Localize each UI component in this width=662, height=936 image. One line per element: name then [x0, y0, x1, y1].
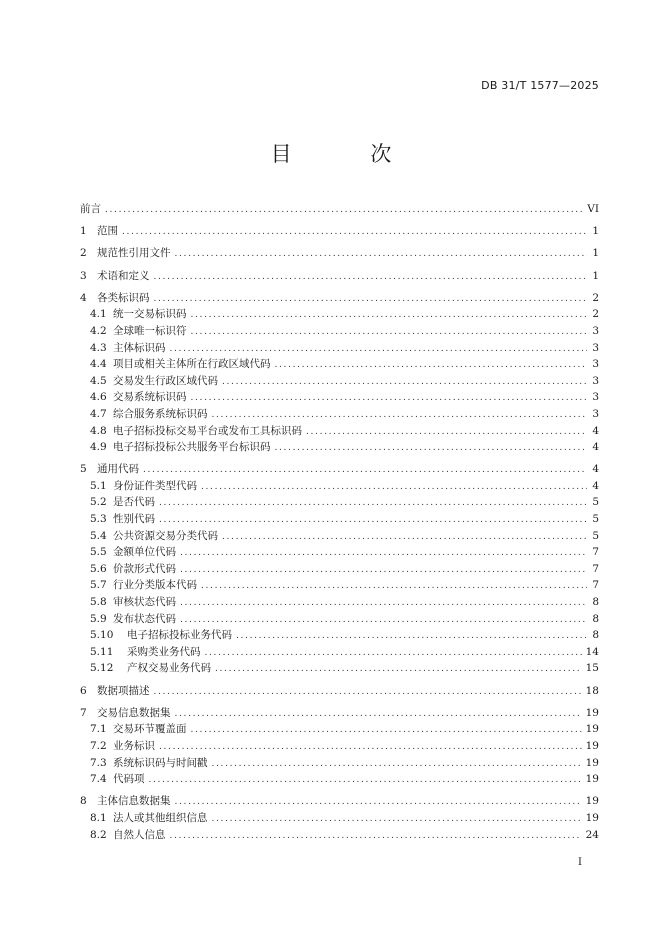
toc-entry-page: 2 — [592, 308, 599, 321]
toc-entry-page: 19 — [585, 756, 599, 769]
toc-entry-page: 5 — [592, 513, 599, 526]
toc-entry-number: 5.11 — [90, 645, 114, 658]
toc-entry-page: 24 — [585, 828, 599, 841]
toc-entry[interactable] — [80, 290, 599, 307]
toc-entry-page: 14 — [585, 645, 599, 658]
toc-entry-number: 4.2 — [90, 324, 107, 337]
toc-leader-dots — [180, 545, 587, 562]
toc-entry[interactable] — [80, 771, 599, 788]
toc-entry-label: 公共资源交易分类代码 — [113, 529, 218, 542]
toc-entry-page: 1 — [592, 247, 599, 260]
toc-entry-label: 交易信息数据集 — [97, 706, 171, 719]
toc-entry-label: 范围 — [97, 225, 118, 238]
toc-entry-number: 1 — [80, 225, 87, 238]
toc-entry[interactable] — [80, 611, 599, 628]
toc-entry[interactable] — [80, 439, 599, 456]
toc-leader-dots — [180, 562, 587, 579]
toc-leader-dots — [222, 529, 587, 546]
toc-entry-number: 5.6 — [90, 562, 107, 575]
toc-entry-page: 19 — [585, 773, 599, 786]
toc-entry-number: 5.5 — [90, 546, 107, 559]
toc-entry-page: 3 — [592, 358, 599, 371]
toc-leader-dots — [170, 341, 588, 358]
toc-entry-page: 19 — [585, 739, 599, 752]
toc-entry-number: 2 — [80, 247, 87, 260]
toc-leader-dots — [180, 595, 587, 612]
toc-entry[interactable] — [80, 245, 599, 262]
toc-entry-number: 5.10 — [90, 629, 114, 642]
toc-entry[interactable] — [80, 406, 599, 423]
toc-entry[interactable] — [80, 511, 599, 528]
toc-entry-page: 15 — [585, 662, 599, 675]
toc-entry-number: 5.12 — [90, 662, 114, 675]
toc-leader-dots — [306, 424, 587, 441]
toc-leader-dots — [175, 794, 582, 811]
toc-entry-page: 19 — [585, 795, 599, 808]
toc-leader-dots — [175, 706, 582, 723]
toc-leader-dots — [222, 374, 587, 391]
toc-entry-page: 7 — [592, 579, 599, 592]
toc-entry-number: 5.4 — [90, 529, 107, 542]
toc-entry[interactable] — [80, 644, 599, 661]
toc-entry[interactable] — [80, 627, 599, 644]
toc-entry-label: 采购类业务代码 — [127, 645, 201, 658]
toc-entry-number: 4.7 — [90, 407, 107, 420]
toc-entry-label: 电子招标投标公共服务平台标识码 — [113, 441, 271, 454]
toc-entry-number: 4.9 — [90, 441, 107, 454]
toc-entry-number: 8.2 — [90, 828, 107, 841]
toc-entry[interactable] — [80, 721, 599, 738]
toc-entry-label: 发布状态代码 — [113, 612, 176, 625]
toc-entry-page: 4 — [592, 441, 599, 454]
toc-leader-dots — [191, 722, 582, 739]
toc-entry-page: 7 — [592, 562, 599, 575]
toc-entry-page: 5 — [592, 496, 599, 509]
toc-entry-label: 交易发生行政区域代码 — [113, 374, 218, 387]
toc-leader-dots — [159, 495, 587, 512]
toc-entry[interactable] — [80, 544, 599, 561]
toc-entry-number: 4.4 — [90, 358, 107, 371]
toc-leader-dots — [154, 291, 588, 308]
toc-entry-number: 7 — [80, 706, 87, 719]
toc-leader-dots — [236, 628, 587, 645]
toc-leader-dots — [180, 612, 587, 629]
toc-entry-number: 4.6 — [90, 391, 107, 404]
toc-entry[interactable] — [80, 660, 599, 677]
toc-entry-number: 7.4 — [90, 773, 107, 786]
toc-entry-label: 前言 — [80, 203, 101, 215]
toc-leader-dots — [170, 828, 582, 845]
toc-entry[interactable] — [80, 577, 599, 594]
toc-entry-page: 18 — [585, 684, 599, 697]
toc-entry-number: 5.8 — [90, 596, 107, 609]
toc-entry-label: 电子招标投标业务代码 — [127, 629, 232, 642]
toc-leader-dots — [159, 512, 587, 529]
toc-entry-number: 6 — [80, 684, 87, 697]
toc-entry-label: 数据项描述 — [97, 684, 150, 697]
standard-code: DB 31/T 1577—2025 — [481, 79, 599, 92]
toc-leader-dots — [154, 269, 588, 286]
toc-entry-label: 主体标识码 — [113, 341, 166, 354]
toc-entry-number: 7.2 — [90, 739, 107, 752]
toc-leader-dots — [201, 578, 587, 595]
toc-entry-page: 8 — [592, 596, 599, 609]
toc-entry-page: 2 — [592, 291, 599, 304]
toc-leader-dots — [191, 390, 588, 407]
toc-entry[interactable] — [80, 389, 599, 406]
toc-entry-page: 3 — [592, 374, 599, 387]
toc-leader-dots — [212, 811, 582, 828]
table-of-contents — [80, 201, 599, 843]
toc-entry[interactable] — [80, 528, 599, 545]
toc-entry[interactable] — [80, 223, 599, 240]
toc-leader-dots — [205, 645, 582, 662]
toc-entry-number: 5.2 — [90, 496, 107, 509]
toc-entry-label: 价款形式代码 — [113, 562, 176, 575]
toc-entry-label: 术语和定义 — [97, 269, 150, 282]
toc-entry-page: 4 — [592, 463, 599, 476]
toc-entry-number: 4.3 — [90, 341, 107, 354]
toc-entry[interactable] — [80, 561, 599, 578]
toc-entry[interactable] — [80, 683, 599, 700]
toc-entry-page: VI — [587, 203, 599, 215]
toc-entry-label: 交易系统标识码 — [113, 391, 187, 404]
toc-entry-label: 自然人信息 — [113, 828, 166, 841]
toc-entry-label: 身份证件类型代码 — [113, 479, 197, 492]
toc-entry-page: 8 — [592, 612, 599, 625]
toc-leader-dots — [212, 407, 588, 424]
toc-entry-page: 4 — [592, 479, 599, 492]
toc-entry-number: 8.1 — [90, 811, 107, 824]
toc-entry-page: 5 — [592, 529, 599, 542]
toc-entry-label: 电子招标投标交易平台或发布工具标识码 — [113, 424, 302, 437]
toc-entry-page: 19 — [585, 706, 599, 719]
toc-entry-number: 5.3 — [90, 513, 107, 526]
toc-leader-dots — [143, 462, 587, 479]
toc-entry-label: 产权交易业务代码 — [127, 662, 211, 675]
toc-leader-dots — [215, 661, 582, 678]
toc-entry-label: 系统标识码与时间戳 — [113, 756, 208, 769]
toc-entry-number: 5.9 — [90, 612, 107, 625]
toc-leader-dots — [105, 202, 583, 219]
toc-leader-dots — [175, 246, 588, 263]
toc-entry-number: 5 — [80, 463, 87, 476]
toc-leader-dots — [201, 479, 587, 496]
toc-entry-number: 3 — [80, 269, 87, 282]
page-title: 目 次 — [270, 142, 428, 166]
toc-entry-label: 交易环节覆盖面 — [113, 723, 187, 736]
toc-entry-page: 3 — [592, 341, 599, 354]
toc-entry[interactable] — [80, 373, 599, 390]
toc-entry-label: 代码项 — [113, 773, 145, 786]
toc-entry-number: 5.1 — [90, 479, 107, 492]
toc-entry-number: 7.3 — [90, 756, 107, 769]
toc-entry-label: 规范性引用文件 — [97, 247, 171, 260]
toc-entry-label: 主体信息数据集 — [97, 795, 171, 808]
toc-entry-number: 8 — [80, 795, 87, 808]
toc-entry[interactable] — [80, 340, 599, 357]
toc-entry[interactable] — [80, 705, 599, 722]
toc-entry[interactable] — [80, 810, 599, 827]
toc-entry-label: 综合服务系统标识码 — [113, 407, 208, 420]
toc-entry-page: 1 — [592, 269, 599, 282]
toc-entry-number: 4.5 — [90, 374, 107, 387]
toc-entry-page: 1 — [592, 225, 599, 238]
toc-entry-page: 3 — [592, 391, 599, 404]
toc-entry[interactable] — [80, 793, 599, 810]
toc-entry[interactable] — [80, 356, 599, 373]
toc-entry-label: 各类标识码 — [97, 291, 150, 304]
toc-entry[interactable] — [80, 306, 599, 323]
toc-entry-label: 是否代码 — [113, 496, 155, 509]
toc-entry-label: 法人或其他组织信息 — [113, 811, 208, 824]
toc-entry-label: 行业分类版本代码 — [113, 579, 197, 592]
toc-entry-label: 审核状态代码 — [113, 596, 176, 609]
toc-leader-dots — [149, 772, 582, 789]
toc-entry-page: 7 — [592, 546, 599, 559]
toc-entry-number: 4.1 — [90, 308, 107, 321]
toc-entry-label: 统一交易标识码 — [113, 308, 187, 321]
toc-entry[interactable] — [80, 827, 599, 844]
toc-entry-page: 19 — [585, 811, 599, 824]
toc-leader-dots — [212, 756, 582, 773]
toc-entry[interactable] — [80, 268, 599, 285]
toc-entry[interactable] — [80, 594, 599, 611]
toc-leader-dots — [275, 357, 588, 374]
toc-leader-dots — [191, 324, 588, 341]
toc-entry-page: 8 — [592, 629, 599, 642]
toc-leader-dots — [191, 307, 588, 324]
page-number: I — [578, 857, 582, 868]
toc-entry-number: 7.1 — [90, 723, 107, 736]
toc-entry[interactable] — [80, 461, 599, 478]
toc-entry-number: 4 — [80, 291, 87, 304]
toc-entry[interactable] — [80, 738, 599, 755]
toc-entry-page: 3 — [592, 407, 599, 420]
toc-entry-page: 4 — [592, 424, 599, 437]
toc-entry[interactable] — [80, 423, 599, 440]
toc-entry-label: 全球唯一标识符 — [113, 324, 187, 337]
toc-leader-dots — [159, 739, 582, 756]
toc-entry-label: 项目或相关主体所在行政区域代码 — [113, 358, 271, 371]
toc-entry-number: 4.8 — [90, 424, 107, 437]
toc-entry-label: 业务标识 — [113, 739, 155, 752]
toc-entry-page: 19 — [585, 723, 599, 736]
toc-leader-dots — [122, 224, 587, 241]
toc-entry-page: 3 — [592, 324, 599, 337]
toc-entry-label: 金额单位代码 — [113, 546, 176, 559]
toc-entry[interactable] — [80, 323, 599, 340]
toc-entry[interactable] — [80, 494, 599, 511]
toc-entry-label: 性别代码 — [113, 513, 155, 526]
toc-entry[interactable] — [80, 755, 599, 772]
toc-leader-dots — [154, 684, 582, 701]
toc-entry-label: 通用代码 — [97, 463, 139, 476]
toc-entry-number: 5.7 — [90, 579, 107, 592]
toc-leader-dots — [275, 440, 588, 457]
toc-entry[interactable] — [80, 201, 599, 218]
toc-entry[interactable] — [80, 478, 599, 495]
